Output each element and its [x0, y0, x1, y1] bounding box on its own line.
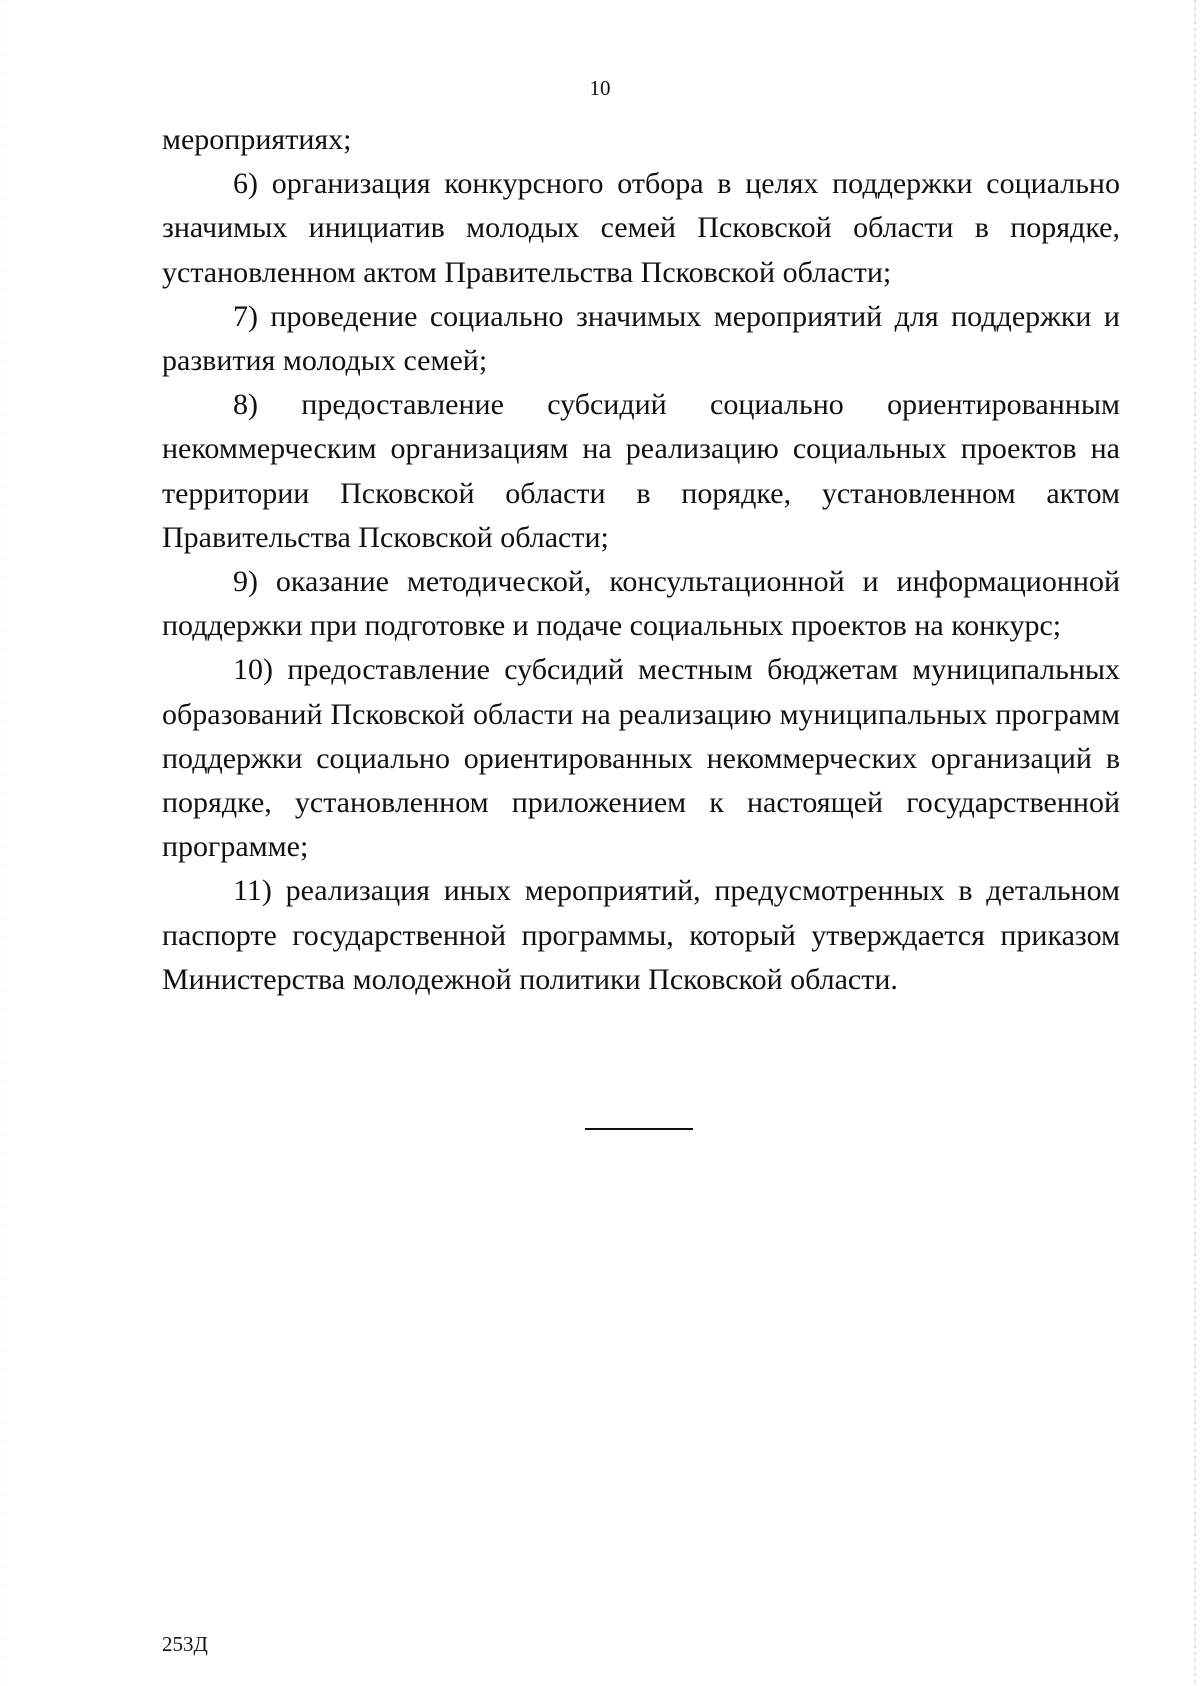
page-number: 10: [589, 76, 611, 100]
document-body: [162, 118, 1120, 1002]
paragraph-item-7: 7) проведение социально значимых мероприятий для поддержки и развития молодых семей;: [162, 299, 1120, 378]
scan-edge-right: [1194, 0, 1196, 1686]
paragraph-item-11: 11) реализация иных мероприятий, предусмотренных в детальном паспорте государственной программы, который утверждается приказом Министерства молодежной политики Псковской области.: [162, 874, 1120, 996]
document-code: 253Д: [162, 1632, 208, 1656]
paragraph-item-10: 10) предоставление субсидий местным бюджетам муниципальных образований Псковской области на реализацию муниципальных программ поддержки социально ориентированных некоммерческих организаций в порядке, установленном приложением к настоящей государственной программе;: [162, 653, 1120, 864]
scan-edge-left: [2, 0, 3, 1686]
paragraph-continuation: мероприятиях;: [162, 123, 352, 156]
paragraph-item-6: 6) организация конкурсного отбора в целях поддержки социально значимых инициатив молодых семей Псковской области в порядке, установленном актом Правительства Псковской области;: [162, 167, 1120, 289]
paragraph-item-8: 8) предоставление субсидий социально ориентированным некоммерческим организациям на реализацию социальных проектов на территории Псковской области в порядке, установленном актом Правительства Псковской области;: [162, 388, 1120, 554]
paragraph-item-9: 9) оказание методической, консультационной и информационной поддержки при подготовке и подаче социальных проектов на конкурс;: [162, 565, 1120, 643]
end-of-document-rule: [585, 1128, 693, 1130]
